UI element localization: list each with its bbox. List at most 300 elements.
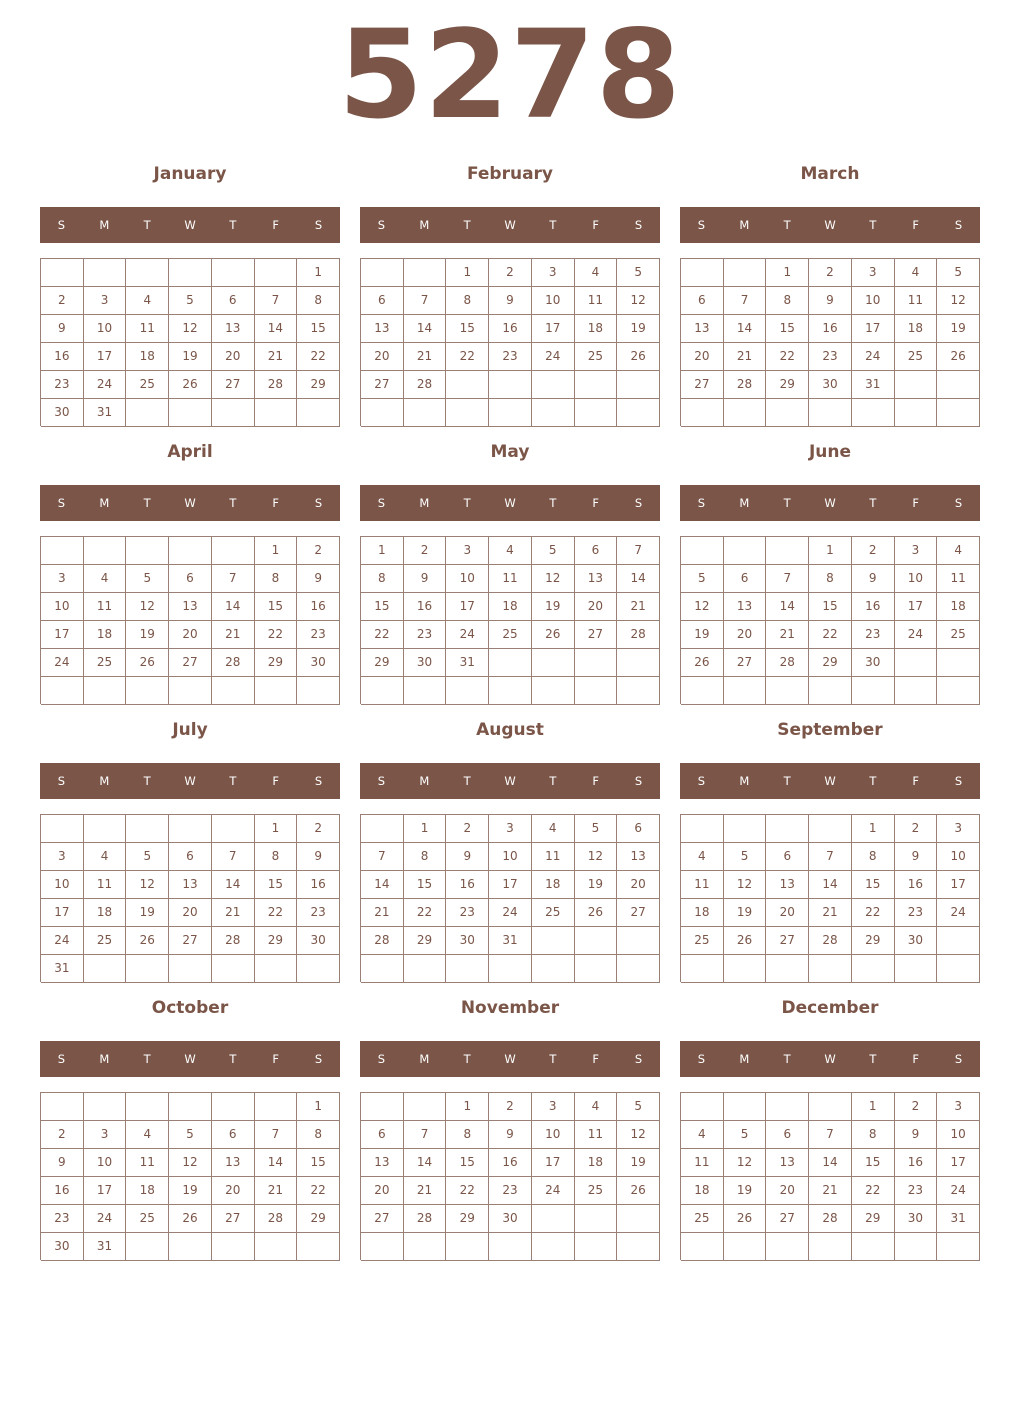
day-cell: 14 <box>809 871 852 899</box>
day-cell <box>297 955 340 983</box>
day-cell: 17 <box>489 871 532 899</box>
day-grid <box>360 814 660 982</box>
day-cell: 19 <box>575 871 618 899</box>
day-cell: 1 <box>766 259 809 287</box>
day-cell <box>212 537 255 565</box>
day-cell <box>724 815 767 843</box>
day-cell <box>255 1233 298 1261</box>
day-cell: 2 <box>895 1093 938 1121</box>
month-march <box>680 158 980 428</box>
day-grid <box>360 258 660 426</box>
day-cell: 20 <box>766 899 809 927</box>
day-cell: 17 <box>852 315 895 343</box>
day-cell: 13 <box>681 315 724 343</box>
day-cell <box>404 677 447 705</box>
day-cell: 14 <box>404 1149 447 1177</box>
day-cell <box>489 677 532 705</box>
day-cell: 2 <box>404 537 447 565</box>
day-cell <box>532 649 575 677</box>
day-cell: 13 <box>361 1149 404 1177</box>
weekday-label: M <box>419 496 430 510</box>
day-cell: 9 <box>489 287 532 315</box>
day-cell: 1 <box>361 537 404 565</box>
day-cell: 24 <box>937 899 980 927</box>
day-cell <box>489 955 532 983</box>
day-cell: 17 <box>895 593 938 621</box>
weekday-header <box>360 207 660 243</box>
day-cell: 12 <box>937 287 980 315</box>
weekday-label: T <box>783 218 791 232</box>
day-cell: 25 <box>532 899 575 927</box>
day-cell: 26 <box>937 343 980 371</box>
month-name: October <box>151 998 229 1018</box>
weekday-label: W <box>824 496 836 510</box>
day-cell: 11 <box>84 871 127 899</box>
day-cell <box>126 1093 169 1121</box>
day-cell <box>937 649 980 677</box>
weekday-header <box>40 1041 340 1077</box>
weekday-label: S <box>634 218 643 232</box>
day-cell: 29 <box>852 927 895 955</box>
day-cell: 10 <box>446 565 489 593</box>
day-cell: 20 <box>212 343 255 371</box>
day-cell: 28 <box>617 621 660 649</box>
day-cell <box>617 1233 660 1261</box>
day-cell <box>446 1233 489 1261</box>
day-cell: 18 <box>126 343 169 371</box>
day-cell <box>126 955 169 983</box>
day-cell <box>489 649 532 677</box>
day-cell: 8 <box>446 1121 489 1149</box>
day-cell: 1 <box>297 259 340 287</box>
day-cell: 31 <box>84 1233 127 1261</box>
day-grid <box>40 814 340 982</box>
weekday-header <box>680 1041 980 1077</box>
day-cell <box>617 927 660 955</box>
weekday-label: T <box>143 218 151 232</box>
day-cell <box>489 1233 532 1261</box>
day-cell: 5 <box>724 1121 767 1149</box>
day-cell <box>532 399 575 427</box>
day-cell: 22 <box>361 621 404 649</box>
day-cell <box>895 1233 938 1261</box>
day-cell <box>532 927 575 955</box>
day-cell <box>212 399 255 427</box>
day-cell: 7 <box>809 843 852 871</box>
day-cell: 17 <box>41 899 84 927</box>
day-cell <box>809 1093 852 1121</box>
day-cell: 19 <box>126 621 169 649</box>
day-cell: 22 <box>446 1177 489 1205</box>
day-cell: 20 <box>681 343 724 371</box>
day-cell <box>169 1093 212 1121</box>
weekday-header <box>680 485 980 521</box>
day-cell: 1 <box>446 1093 489 1121</box>
day-cell <box>724 399 767 427</box>
day-cell: 22 <box>766 343 809 371</box>
weekday-label: F <box>592 774 600 788</box>
day-cell <box>446 399 489 427</box>
day-cell <box>895 955 938 983</box>
weekday-label: T <box>463 774 471 788</box>
day-cell: 18 <box>895 315 938 343</box>
day-cell: 24 <box>84 1205 127 1233</box>
day-cell: 4 <box>84 843 127 871</box>
day-cell <box>575 1233 618 1261</box>
day-cell <box>937 371 980 399</box>
day-cell: 16 <box>852 593 895 621</box>
day-cell <box>766 1233 809 1261</box>
day-cell: 1 <box>852 1093 895 1121</box>
day-cell: 10 <box>489 843 532 871</box>
weekday-label: S <box>697 218 706 232</box>
day-cell: 22 <box>852 1177 895 1205</box>
day-cell: 30 <box>489 1205 532 1233</box>
day-cell: 18 <box>937 593 980 621</box>
day-cell <box>681 677 724 705</box>
day-cell <box>809 399 852 427</box>
weekday-label: M <box>419 774 430 788</box>
day-cell <box>809 1233 852 1261</box>
weekday-label: W <box>824 774 836 788</box>
weekday-label: T <box>463 218 471 232</box>
day-cell: 28 <box>809 927 852 955</box>
day-grid <box>680 814 980 982</box>
day-cell <box>84 815 127 843</box>
day-cell: 26 <box>617 1177 660 1205</box>
day-cell: 16 <box>809 315 852 343</box>
day-cell: 10 <box>532 1121 575 1149</box>
weekday-label: W <box>184 774 196 788</box>
day-cell: 26 <box>169 1205 212 1233</box>
day-cell: 17 <box>84 343 127 371</box>
day-cell: 21 <box>404 343 447 371</box>
year-title: 5278 <box>338 4 682 146</box>
day-cell: 23 <box>489 1177 532 1205</box>
day-cell: 28 <box>724 371 767 399</box>
day-cell: 12 <box>681 593 724 621</box>
day-cell <box>681 537 724 565</box>
day-cell: 16 <box>489 1149 532 1177</box>
day-cell: 19 <box>681 621 724 649</box>
day-cell: 15 <box>255 593 298 621</box>
day-cell <box>617 649 660 677</box>
weekday-label: T <box>549 496 557 510</box>
day-cell <box>361 1093 404 1121</box>
day-cell: 30 <box>297 649 340 677</box>
day-cell: 7 <box>724 287 767 315</box>
day-cell: 28 <box>212 927 255 955</box>
day-cell <box>169 1233 212 1261</box>
day-cell <box>766 815 809 843</box>
day-cell <box>404 399 447 427</box>
day-cell: 25 <box>84 927 127 955</box>
day-cell: 11 <box>575 1121 618 1149</box>
day-cell <box>446 955 489 983</box>
day-cell: 23 <box>809 343 852 371</box>
day-cell: 12 <box>575 843 618 871</box>
month-september <box>680 714 980 984</box>
day-cell: 13 <box>575 565 618 593</box>
day-cell: 27 <box>361 1205 404 1233</box>
day-cell: 30 <box>41 399 84 427</box>
day-cell: 15 <box>446 1149 489 1177</box>
day-cell: 29 <box>852 1205 895 1233</box>
day-cell <box>895 371 938 399</box>
day-cell: 24 <box>446 621 489 649</box>
day-cell <box>575 399 618 427</box>
day-cell: 24 <box>41 649 84 677</box>
weekday-header <box>40 763 340 799</box>
day-cell: 17 <box>532 1149 575 1177</box>
day-cell: 6 <box>681 287 724 315</box>
day-cell: 2 <box>809 259 852 287</box>
day-cell: 8 <box>297 287 340 315</box>
day-cell: 26 <box>126 927 169 955</box>
day-cell <box>766 399 809 427</box>
day-cell <box>169 677 212 705</box>
day-cell: 8 <box>852 1121 895 1149</box>
month-july <box>40 714 340 984</box>
day-cell <box>852 955 895 983</box>
day-cell: 27 <box>766 927 809 955</box>
day-cell: 15 <box>255 871 298 899</box>
month-name: January <box>153 164 227 184</box>
day-cell: 4 <box>489 537 532 565</box>
day-cell: 28 <box>809 1205 852 1233</box>
day-cell: 16 <box>446 871 489 899</box>
month-name: May <box>490 442 530 462</box>
day-cell: 5 <box>575 815 618 843</box>
day-cell: 21 <box>404 1177 447 1205</box>
day-grid <box>680 1092 980 1260</box>
weekday-label: S <box>954 496 963 510</box>
weekday-header <box>360 1041 660 1077</box>
weekday-label: F <box>592 218 600 232</box>
day-cell: 29 <box>255 927 298 955</box>
day-cell: 9 <box>297 565 340 593</box>
day-cell <box>404 1093 447 1121</box>
day-cell: 22 <box>255 899 298 927</box>
weekday-label: S <box>954 774 963 788</box>
weekday-header <box>680 207 980 243</box>
day-cell: 25 <box>681 1205 724 1233</box>
day-cell: 20 <box>361 1177 404 1205</box>
day-cell: 21 <box>809 899 852 927</box>
day-cell <box>532 955 575 983</box>
day-cell: 8 <box>809 565 852 593</box>
day-cell: 9 <box>895 1121 938 1149</box>
weekday-label: S <box>954 1052 963 1066</box>
day-cell: 10 <box>895 565 938 593</box>
day-cell: 1 <box>404 815 447 843</box>
day-cell: 25 <box>681 927 724 955</box>
day-cell: 20 <box>212 1177 255 1205</box>
day-cell <box>297 1233 340 1261</box>
day-cell: 16 <box>297 871 340 899</box>
day-cell: 9 <box>446 843 489 871</box>
weekday-label: M <box>419 1052 430 1066</box>
day-cell: 1 <box>809 537 852 565</box>
day-cell: 16 <box>41 1177 84 1205</box>
day-cell <box>41 259 84 287</box>
weekday-label: T <box>143 774 151 788</box>
day-cell: 14 <box>212 871 255 899</box>
month-name: July <box>172 720 208 740</box>
month-name: August <box>476 720 544 740</box>
day-cell: 10 <box>41 593 84 621</box>
day-cell: 17 <box>937 1149 980 1177</box>
day-cell: 2 <box>41 287 84 315</box>
day-cell: 29 <box>297 371 340 399</box>
day-cell: 14 <box>361 871 404 899</box>
weekday-label: T <box>869 496 877 510</box>
day-grid <box>360 1092 660 1260</box>
day-cell: 19 <box>937 315 980 343</box>
day-cell: 28 <box>361 927 404 955</box>
day-cell: 8 <box>852 843 895 871</box>
day-cell: 16 <box>404 593 447 621</box>
day-cell: 24 <box>852 343 895 371</box>
day-cell <box>169 955 212 983</box>
day-cell: 6 <box>361 287 404 315</box>
day-cell: 11 <box>895 287 938 315</box>
weekday-label: M <box>739 774 750 788</box>
day-cell: 18 <box>681 1177 724 1205</box>
day-cell: 25 <box>126 1205 169 1233</box>
day-cell: 17 <box>937 871 980 899</box>
day-cell: 20 <box>361 343 404 371</box>
day-cell: 7 <box>617 537 660 565</box>
day-cell <box>41 815 84 843</box>
day-cell: 14 <box>212 593 255 621</box>
day-cell: 4 <box>681 1121 724 1149</box>
day-cell: 28 <box>404 371 447 399</box>
day-cell <box>489 371 532 399</box>
day-cell: 17 <box>446 593 489 621</box>
day-cell: 14 <box>809 1149 852 1177</box>
day-cell <box>255 1093 298 1121</box>
day-cell <box>681 955 724 983</box>
day-cell <box>681 1093 724 1121</box>
day-cell: 28 <box>766 649 809 677</box>
weekday-label: M <box>99 496 110 510</box>
day-cell: 11 <box>126 315 169 343</box>
weekday-label: T <box>869 774 877 788</box>
weekday-label: M <box>739 218 750 232</box>
day-cell <box>532 371 575 399</box>
weekday-label: M <box>419 218 430 232</box>
day-cell: 4 <box>937 537 980 565</box>
day-cell: 5 <box>169 287 212 315</box>
day-cell: 29 <box>766 371 809 399</box>
day-cell: 12 <box>724 1149 767 1177</box>
day-cell: 31 <box>446 649 489 677</box>
weekday-label: T <box>229 774 237 788</box>
day-cell: 2 <box>297 815 340 843</box>
day-cell <box>126 677 169 705</box>
weekday-label: S <box>377 774 386 788</box>
day-cell: 6 <box>361 1121 404 1149</box>
day-cell: 29 <box>809 649 852 677</box>
day-cell <box>724 1093 767 1121</box>
day-cell <box>169 259 212 287</box>
day-cell: 9 <box>404 565 447 593</box>
day-cell: 27 <box>681 371 724 399</box>
day-cell: 31 <box>41 955 84 983</box>
day-cell <box>255 677 298 705</box>
day-cell: 1 <box>255 815 298 843</box>
day-cell <box>446 371 489 399</box>
weekday-label: S <box>954 218 963 232</box>
day-cell: 2 <box>297 537 340 565</box>
day-cell: 27 <box>766 1205 809 1233</box>
weekday-label: T <box>143 1052 151 1066</box>
day-cell: 1 <box>297 1093 340 1121</box>
day-cell: 24 <box>937 1177 980 1205</box>
day-cell: 19 <box>617 315 660 343</box>
day-cell: 26 <box>126 649 169 677</box>
day-cell: 2 <box>489 259 532 287</box>
day-cell <box>617 677 660 705</box>
day-cell: 3 <box>852 259 895 287</box>
month-december <box>680 992 980 1262</box>
day-cell: 5 <box>169 1121 212 1149</box>
day-cell: 7 <box>255 287 298 315</box>
day-cell <box>766 537 809 565</box>
weekday-label: W <box>504 1052 516 1066</box>
day-cell: 20 <box>724 621 767 649</box>
day-cell: 18 <box>575 1149 618 1177</box>
day-cell: 22 <box>809 621 852 649</box>
day-cell: 1 <box>446 259 489 287</box>
month-name: December <box>781 998 879 1018</box>
day-cell: 10 <box>852 287 895 315</box>
day-cell <box>809 815 852 843</box>
day-cell <box>937 927 980 955</box>
day-cell: 18 <box>575 315 618 343</box>
day-cell: 12 <box>126 593 169 621</box>
day-cell: 13 <box>212 315 255 343</box>
day-cell: 13 <box>766 871 809 899</box>
day-cell <box>575 955 618 983</box>
day-cell: 23 <box>41 1205 84 1233</box>
day-cell <box>575 1205 618 1233</box>
day-cell <box>681 259 724 287</box>
weekday-header <box>360 763 660 799</box>
day-cell: 11 <box>489 565 532 593</box>
day-cell: 7 <box>255 1121 298 1149</box>
day-grid <box>40 536 340 704</box>
day-cell: 24 <box>532 343 575 371</box>
day-cell: 3 <box>41 565 84 593</box>
weekday-label: S <box>377 218 386 232</box>
day-cell: 27 <box>617 899 660 927</box>
day-grid <box>680 258 980 426</box>
day-cell: 31 <box>852 371 895 399</box>
day-cell: 14 <box>766 593 809 621</box>
day-cell: 3 <box>532 1093 575 1121</box>
day-cell <box>169 537 212 565</box>
day-cell: 1 <box>852 815 895 843</box>
day-cell: 30 <box>809 371 852 399</box>
weekday-label: S <box>57 1052 66 1066</box>
day-cell: 15 <box>446 315 489 343</box>
day-cell <box>617 955 660 983</box>
weekday-label: T <box>229 218 237 232</box>
weekday-label: T <box>549 1052 557 1066</box>
weekday-label: S <box>377 1052 386 1066</box>
